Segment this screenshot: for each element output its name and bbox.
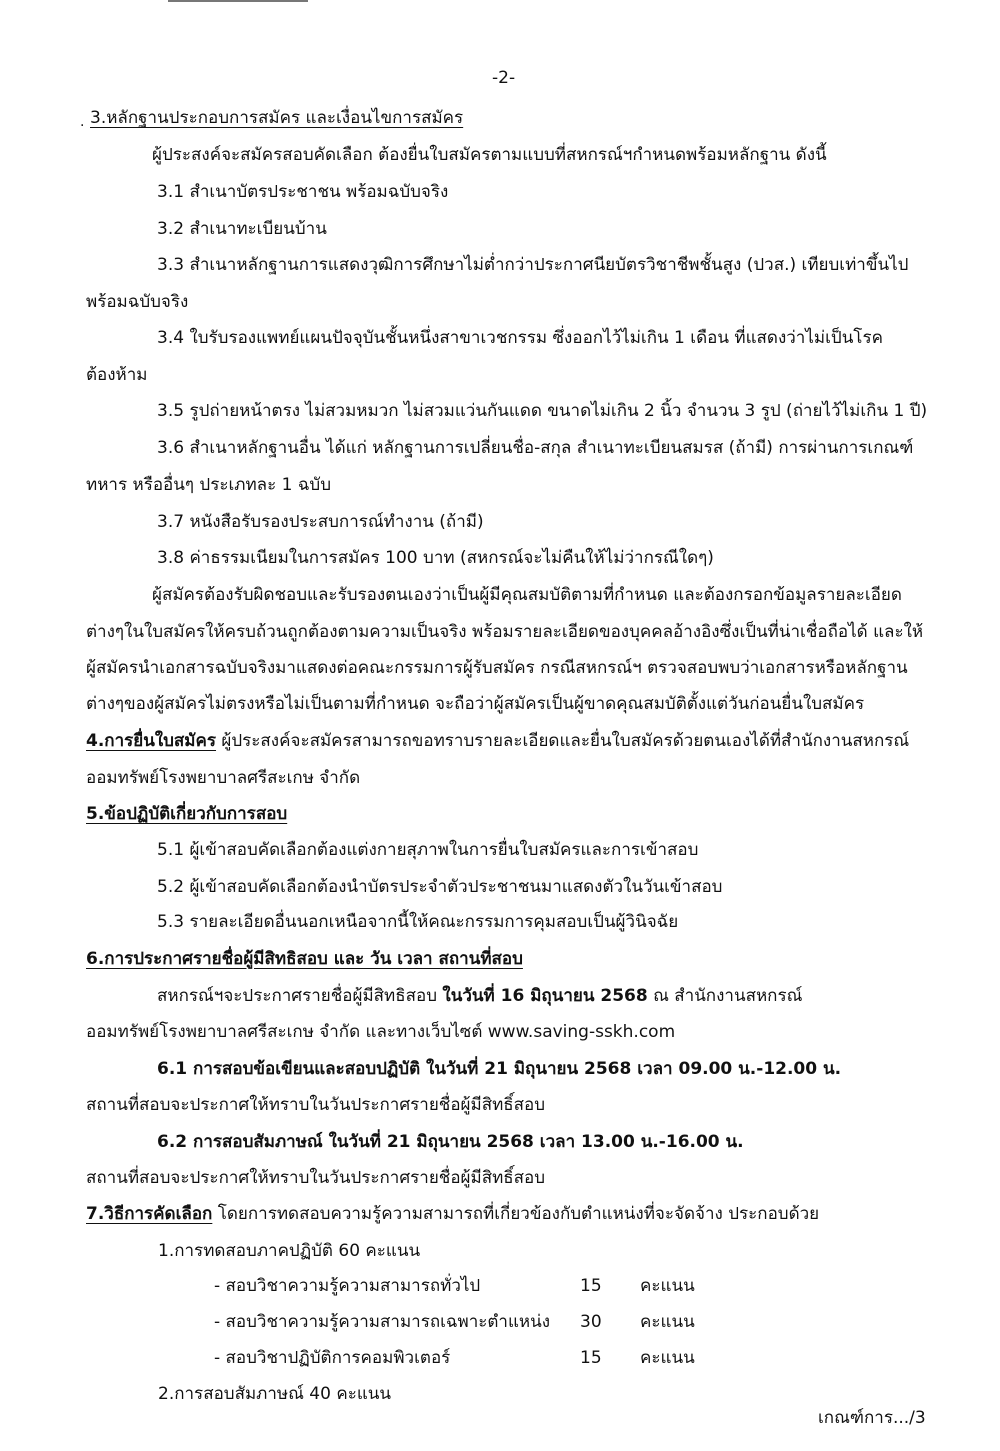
section-4-line1 (86, 729, 909, 753)
section-4-heading: 4.การยื่นใบสมัคร (86, 731, 217, 751)
item-3-3: 3.3 สำเนาหลักฐานการแสดงวุฒิการศึกษาไม่ต่ำกว่าประกาศนียบัตรวิชาชีพชั้นสูง (ปวส.) เทียบเท่าขึ้นไป (157, 255, 909, 275)
sub-item-unit: คะแนน (640, 1276, 695, 1296)
item-3-3-cont: พร้อมฉบับจริง (86, 292, 189, 312)
section-6-heading: 6.การประกาศรายชื่อผู้มีสิทธิสอบ และ วัน เวลา สถานที่สอบ (86, 949, 523, 969)
page-number: -2- (492, 68, 516, 88)
part-2-interview: 2.การสอบสัมภาษณ์ 40 คะแนน (158, 1384, 392, 1404)
sub-item-name: - สอบวิชาความรู้ความสามารถทั่วไป (214, 1276, 481, 1296)
item-3-1: 3.1 สำเนาบัตรประชาชน พร้อมฉบับจริง (157, 182, 449, 202)
section-6-announcement (157, 984, 802, 1008)
section-3-intro: ผู้ประสงค์จะสมัครสอบคัดเลือก ต้องยื่นใบสมัครตามแบบที่สหกรณ์ฯกำหนดพร้อมหลักฐาน ดังนี้ (152, 145, 827, 165)
sub-item-unit: คะแนน (640, 1312, 695, 1332)
item-3-8: 3.8 ค่าธรรมเนียมในการสมัคร 100 บาท (สหกรณ์จะไม่คืนให้ไม่ว่ากรณีใดๆ) (157, 548, 714, 568)
top-edge-rule (168, 0, 308, 2)
announcement-date: ในวันที่ 16 มิถุนายน 2568 (442, 986, 648, 1006)
item-5-2: 5.2 ผู้เข้าสอบคัดเลือกต้องนำบัตรประจำตัวประชาชนมาแสดงตัวในวันเข้าสอบ (157, 877, 723, 897)
item-3-7: 3.7 หนังสือรับรองประสบการณ์ทำงาน (ถ้ามี) (157, 512, 484, 532)
sub-item-score: 30 (580, 1312, 602, 1332)
item-3-4-cont: ต้องห้าม (86, 365, 148, 385)
sub-item-name: - สอบวิชาความรู้ความสามารถเฉพาะตำแหน่ง (214, 1312, 551, 1332)
sub-item-score: 15 (580, 1348, 602, 1368)
announcement-place: ณ สำนักงานสหกรณ์ (653, 986, 803, 1006)
section-3-para-line4: ต่างๆของผู้สมัครไม่ตรงหรือไม่เป็นตามที่กำหนด จะถือว่าผู้สมัครเป็นผู้ขาดคุณสมบัติตั้งแต่วันก่อนยื่นใบสมัคร (86, 694, 865, 714)
section-7-line (86, 1202, 819, 1226)
section-3-para-line2: ต่างๆในใบสมัครให้ครบถ้วนถูกต้องตามความเป็นจริง พร้อมรายละเอียดของบุคคลอ้างอิงซึ่งเป็นที่น่าเชื่อถือได้ และให้ (86, 622, 924, 642)
part-1-practical: 1.การทดสอบภาคปฏิบัติ 60 คะแนน (158, 1241, 421, 1261)
section-6-announcement-cont: ออมทรัพย์โรงพยาบาลศรีสะเกษ จำกัด และทางเว็บไซต์ www.saving-sskh.com (86, 1022, 676, 1042)
sub-item-name: - สอบวิชาปฏิบัติการคอมพิวเตอร์ (214, 1348, 451, 1368)
sub-item-unit: คะแนน (640, 1348, 695, 1368)
section-3-heading: 3.หลักฐานประกอบการสมัคร และเงื่อนไขการสมัคร (90, 108, 464, 128)
section-5-heading: 5.ข้อปฏิบัติเกี่ยวกับการสอบ (86, 804, 288, 824)
section-7-heading: 7.วิธีการคัดเลือก (86, 1204, 213, 1224)
section-4-text: ผู้ประสงค์จะสมัครสามารถขอทราบรายละเอียดและยื่นใบสมัครด้วยตนเองได้ที่สำนักงานสหกรณ์ (221, 731, 910, 751)
exam-6-1: 6.1 การสอบข้อเขียนและสอบปฏิบัติ ในวันที่ 21 มิถุนายน 2568 เวลา 09.00 น.-12.00 น. (157, 1059, 842, 1079)
sub-item-score: 15 (580, 1276, 602, 1296)
exam-6-2-location: สถานที่สอบจะประกาศให้ทราบในวันประกาศรายชื่อผู้มีสิทธิ์สอบ (86, 1168, 546, 1188)
item-3-6: 3.6 สำเนาหลักฐานอื่น ได้แก่ หลักฐานการเปลี่ยนชื่อ-สกุล สำเนาทะเบียนสมรส (ถ้ามี) การผ่านการเกณฑ์ (157, 438, 914, 458)
section-4-line2: ออมทรัพย์โรงพยาบาลศรีสะเกษ จำกัด (86, 768, 361, 788)
item-3-4: 3.4 ใบรับรองแพทย์แผนปัจจุบันชั้นหนึ่งสาขาเวชกรรม ซึ่งออกไว้ไม่เกิน 1 เดือน ที่แสดงว่าไม่เป็นโรค (157, 328, 883, 348)
item-5-1: 5.1 ผู้เข้าสอบคัดเลือกต้องแต่งกายสุภาพในการยื่นใบสมัครและการเข้าสอบ (157, 840, 699, 860)
section-3-para-line1: ผู้สมัครต้องรับผิดชอบและรับรองตนเองว่าเป็นผู้มีคุณสมบัติตามที่กำหนด และต้องกรอกข้อมูลรายละเอียด (152, 585, 902, 605)
announcement-text: สหกรณ์ฯจะประกาศรายชื่อผู้มีสิทธิสอบ (157, 986, 437, 1006)
continuation-note: เกณฑ์การ.../3 (818, 1408, 926, 1428)
section-7-text: โดยการทดสอบความรู้ความสามารถที่เกี่ยวข้องกับตำแหน่งที่จะจัดจ้าง ประกอบด้วย (217, 1204, 820, 1224)
item-3-6-cont: ทหาร หรืออื่นๆ ประเภทละ 1 ฉบับ (86, 475, 332, 495)
exam-6-1-location: สถานที่สอบจะประกาศให้ทราบในวันประกาศรายชื่อผู้มีสิทธิ์สอบ (86, 1095, 546, 1115)
exam-6-2: 6.2 การสอบสัมภาษณ์ ในวันที่ 21 มิถุนายน 2568 เวลา 13.00 น.-16.00 น. (157, 1132, 744, 1152)
item-3-5: 3.5 รูปถ่ายหน้าตรง ไม่สวมหมวก ไม่สวมแว่นกันแดด ขนาดไม่เกิน 2 นิ้ว จำนวน 3 รูป (ถ่ายไว้ไม่เกิน 1 ปี) (157, 401, 928, 421)
bullet-mark: . (80, 114, 85, 130)
section-3-para-line3: ผู้สมัครนำเอกสารฉบับจริงมาแสดงต่อคณะกรรมการผู้รับสมัคร กรณีสหกรณ์ฯ ตรวจสอบพบว่าเอกสารหรือหลักฐาน (86, 658, 908, 678)
item-5-3: 5.3 รายละเอียดอื่นนอกเหนือจากนี้ให้คณะกรรมการคุมสอบเป็นผู้วินิจฉัย (157, 912, 679, 932)
item-3-2: 3.2 สำเนาทะเบียนบ้าน (157, 219, 327, 239)
